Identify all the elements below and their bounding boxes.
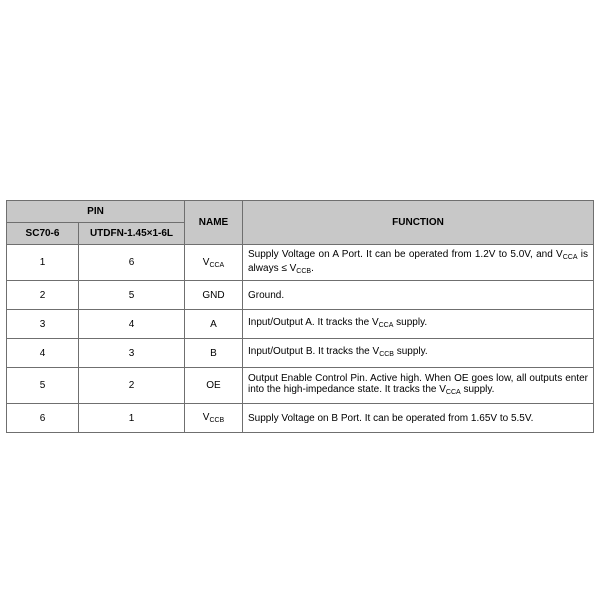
pin-utdfn-cell: 3 xyxy=(79,339,185,368)
pin-name-main: OE xyxy=(206,380,221,391)
pin-function-cell xyxy=(243,310,594,339)
pin-utdfn-cell: 2 xyxy=(79,368,185,404)
pin-name-cell xyxy=(185,368,243,404)
pin-name-main: B xyxy=(210,347,217,359)
function-text: Output Enable Control Pin. Active high. When OE goes low, all outputs enter into the high-impedance state. It tracks the V xyxy=(248,373,588,395)
pin-sc70-cell: 6 xyxy=(7,404,79,433)
function-subscript: CCB xyxy=(379,351,394,358)
pin-name-subscript: CCA xyxy=(209,261,225,269)
function-subscript: CCA xyxy=(445,389,461,396)
pin-sc70-cell: 2 xyxy=(7,281,79,310)
pin-name-cell xyxy=(185,310,243,339)
table-row xyxy=(7,368,594,404)
header-function: FUNCTION xyxy=(243,201,594,245)
header-sc70: SC70-6 xyxy=(7,223,79,245)
pin-function-cell xyxy=(243,404,594,433)
function-text: Input/Output A. It tracks the V xyxy=(248,317,379,328)
table-body xyxy=(7,245,594,433)
table-header xyxy=(7,201,594,245)
table-row xyxy=(7,245,594,281)
header-name: NAME xyxy=(185,201,243,245)
function-text: supply. xyxy=(393,317,428,328)
function-text: Ground. xyxy=(248,289,285,301)
pin-function-cell xyxy=(243,281,594,310)
function-text: . xyxy=(311,262,314,274)
pin-name-cell xyxy=(185,339,243,368)
function-text: supply. xyxy=(393,346,428,357)
function-text: Supply Voltage on A Port. It can be operated from 1.2V to 5.0V, and V xyxy=(248,248,563,260)
pin-name-subscript: CCB xyxy=(209,417,225,424)
function-text: is always ≤ V xyxy=(248,248,589,274)
pin-name-cell xyxy=(185,281,243,310)
pin-description-table xyxy=(6,200,594,433)
pin-sc70-cell: 1 xyxy=(7,245,79,281)
function-subscript: CCB xyxy=(296,267,312,275)
function-text: Supply Voltage on B Port. It can be operated from 1.65V to 5.5V. xyxy=(248,412,534,424)
pin-function-cell xyxy=(243,339,594,368)
pin-function-cell xyxy=(243,245,594,281)
pin-utdfn-cell: 1 xyxy=(79,404,185,433)
table-row xyxy=(7,404,594,433)
pin-sc70-cell: 4 xyxy=(7,339,79,368)
function-subscript: CCA xyxy=(562,253,578,261)
table-row xyxy=(7,310,594,339)
pin-name-main: GND xyxy=(202,289,225,301)
pin-utdfn-cell: 4 xyxy=(79,310,185,339)
pin-sc70-cell: 5 xyxy=(7,368,79,404)
function-subscript: CCA xyxy=(378,322,394,329)
pin-function-cell xyxy=(243,368,594,404)
table-row xyxy=(7,339,594,368)
table-row xyxy=(7,281,594,310)
pin-sc70-cell: 3 xyxy=(7,310,79,339)
header-utdfn: UTDFN-1.45×1-6L xyxy=(79,223,185,245)
pin-name-main: V xyxy=(202,256,210,268)
function-text: Input/Output B. It tracks the V xyxy=(248,346,380,357)
pin-name-cell xyxy=(185,404,243,433)
pin-name-main: A xyxy=(210,318,217,330)
header-pin: PIN xyxy=(7,201,185,223)
pin-utdfn-cell: 6 xyxy=(79,245,185,281)
pin-name-cell xyxy=(185,245,243,281)
pin-name-main: V xyxy=(202,412,210,423)
function-text: supply. xyxy=(460,384,495,395)
pin-utdfn-cell: 5 xyxy=(79,281,185,310)
